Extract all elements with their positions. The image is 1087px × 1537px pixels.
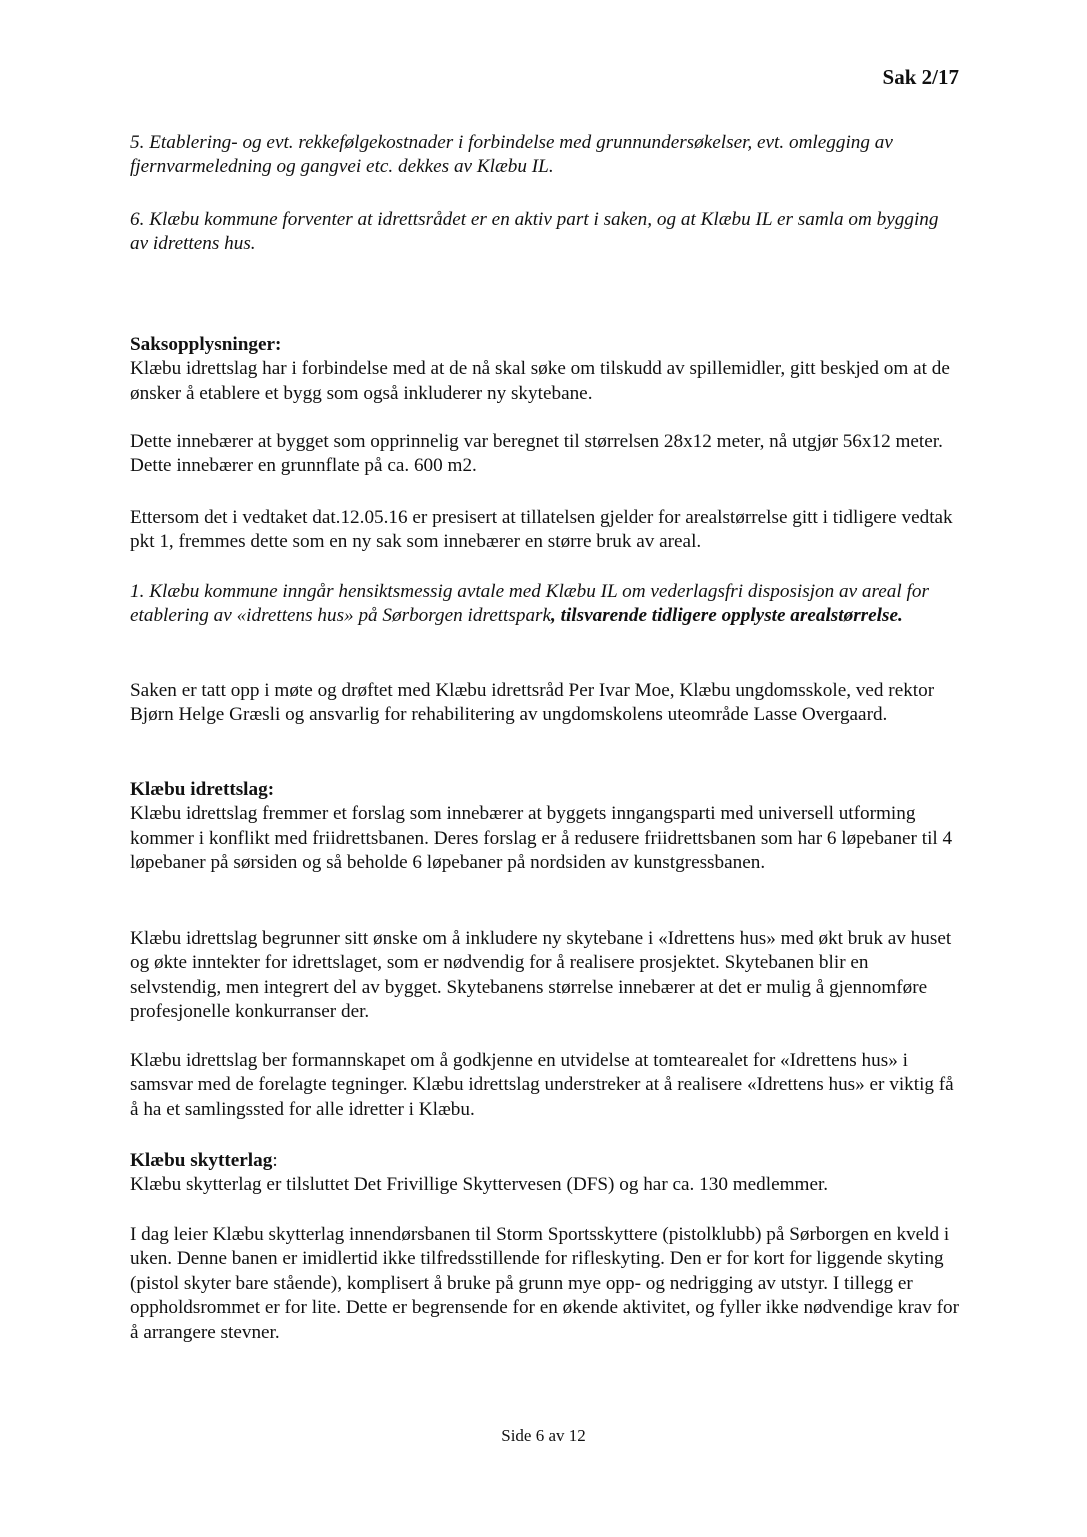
paragraph: Saken er tatt opp i møte og drøftet med Klæbu idrettsråd Per Ivar Moe, Klæbu ungdomsskole, ved rektor Bjørn Helge Græsli og ansvarlig for rehabilitering av ungdomskolens uteområde Lasse Overgaard. <box>130 680 935 726</box>
page-number: Side 6 av 12 <box>501 1426 586 1445</box>
section-saksopplysninger <box>130 333 960 406</box>
paragraph-block <box>130 506 960 555</box>
paragraph: I dag leier Klæbu skytterlag innendørsbanen til Storm Sportsskyttere (pistolklubb) på Sørborgen en kveld i uken. Denne banen er imidlertid ikke tilfredsstillende for rifleskyting. Den er for kort for liggende skyting (pistol skyter bare stående), komplisert å bruke på grunn mye opp- og nedrigging av utstyr. I tillegg er oppholdsrommet er for lite. Dette er begrensende for en økende aktivitet, og fyller ikke nødvendige krav for å arrangere stevner. <box>130 1224 960 1343</box>
paragraph-block <box>130 1049 960 1122</box>
section-heading: Saksopplysninger: <box>130 334 282 355</box>
section-idrettslag <box>130 778 960 876</box>
paragraph: Dette innebærer at bygget som opprinnelig var beregnet til størrelsen 28x12 meter, nå utgjør 56x12 meter. Dette innebærer en grunnflate på ca. 600 m2. <box>130 431 943 477</box>
section-skytterlag <box>130 1149 960 1198</box>
paragraph: Klæbu idrettslag ber formannskapet om å godkjenne en utvidelse at tomtearealet for «Idrettens hus» i samsvar med de forelagte tegninger. Klæbu idrettslag understreker at å realisere «Idrettens hus» er viktig få å ha et samlingssted for alle idretter i Klæbu. <box>130 1050 954 1120</box>
section-heading: Klæbu idrettslag: <box>130 779 275 800</box>
decision-point-5 <box>130 131 960 180</box>
quoted-decision-text <box>130 580 960 629</box>
section-heading: Klæbu skytterlag <box>130 1150 273 1171</box>
paragraph: Klæbu idrettslag har i forbindelse med at de nå skal søke om tilskudd av spillemidler, gitt beskjed om at de ønsker å etablere et bygg som også inkluderer ny skytebane. <box>130 358 950 404</box>
decision-point-6 <box>130 208 960 257</box>
paragraph-block <box>130 430 960 479</box>
quote-italic-part: 1. Klæbu kommune inngår hensiktsmessig avtale med Klæbu IL om vederlagsfri disposisjon av areal for etablering av «idrettens hus» på Sørborgen idrettspark <box>130 581 929 627</box>
case-reference: Sak 2/17 <box>882 65 959 89</box>
quoted-decision <box>130 580 960 629</box>
paragraph-block <box>130 679 960 728</box>
decision-point-text: 6. Klæbu kommune forventer at idrettsrådet er en aktiv part i saken, og at Klæbu IL er samla om bygging av idrettens hus. <box>130 209 939 255</box>
quote-bold-part: , tilsvarende tidligere opplyste arealstørrelse. <box>551 605 903 627</box>
paragraph-block <box>130 927 960 1025</box>
paragraph: Klæbu idrettslag begrunner sitt ønske om å inkludere ny skytebane i «Idrettens hus» med økt bruk av huset og økte inntekter for idrettslaget, som er nødvendig for å realisere prosjektet. Skytebanen blir en selvstendig, men integrert del av bygget. Skytebanens størrelse innebærer at det er mulig å gjennomføre profesjonelle konkurranser der. <box>130 928 952 1023</box>
paragraph: Ettersom det i vedtaket dat.12.05.16 er presisert at tillatelsen gjelder for arealstørrelse gitt i tidligere vedtak pkt 1, fremmes dette som en ny sak som innebærer en større bruk av areal. <box>130 507 953 553</box>
heading-colon: : <box>272 1150 278 1171</box>
section-heading-line <box>130 1149 960 1173</box>
paragraph: Klæbu idrettslag fremmer et forslag som innebærer at byggets inngangsparti med universell utforming kommer i konflikt med friidrettsbanen. Deres forslag er å redusere friidrettsbanen som har 6 løpebaner til 4 løpebaner på sørsiden og så beholde 6 løpebaner på nordsiden av kunstgressbanen. <box>130 803 953 874</box>
paragraph: Klæbu skytterlag er tilsluttet Det Frivillige Skyttervesen (DFS) og har ca. 130 medlemmer. <box>130 1174 829 1196</box>
paragraph-block <box>130 1223 960 1345</box>
decision-point-text: 5. Etablering- og evt. rekkefølgekostnader i forbindelse med grunnundersøkelser, evt. omlegging av fjernvarmeledning og gangvei etc. dekkes av Klæbu IL. <box>130 132 893 178</box>
